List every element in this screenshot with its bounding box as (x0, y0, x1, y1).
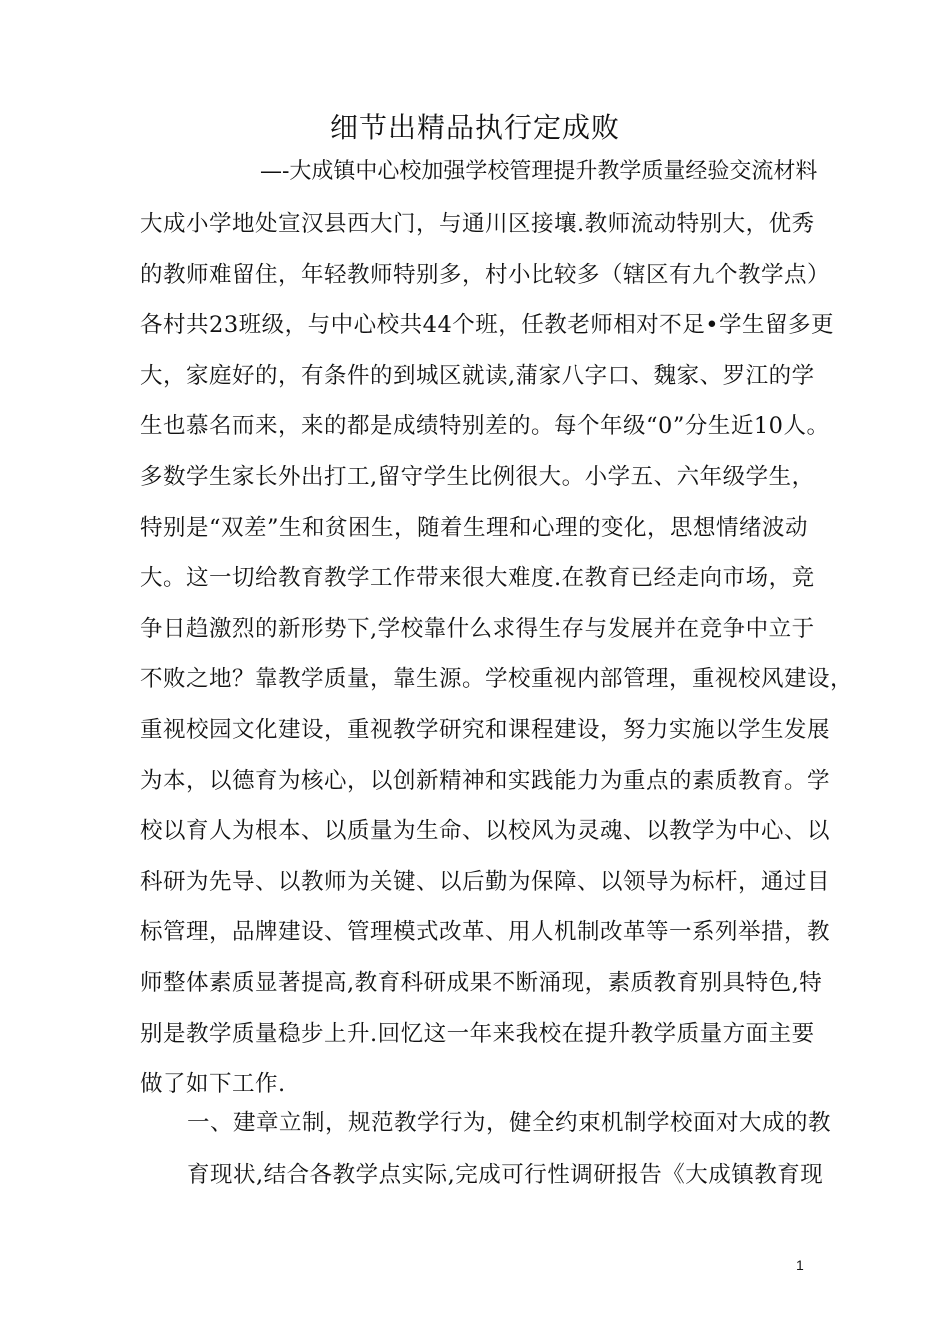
section-heading-line: 一、建章立制，规范教学行为，健全约束机制学校面对大成的教 (187, 1110, 832, 1136)
body-line: 各村共23班级，与中心校共44个班，任教老师相对不足•学生留多更 (140, 312, 835, 339)
body-line: 重视校园文化建设，重视教学研究和课程建设，努力实施以学生发展 (140, 716, 831, 743)
body-line: 别是教学质量稳步上升.回忆这一年来我校在提升教学质量方面主要 (140, 1020, 815, 1047)
body-line: 大成小学地处宣汉县西大门，与通川区接壤.教师流动特别大，优秀 (140, 211, 815, 237)
body-paragraph (140, 199, 860, 1110)
body-line: 争日趋激烈的新形势下,学校靠什么求得生存与发展并在竞争中立于 (140, 615, 815, 642)
body-line: 标管理，品牌建设、管理模式改革、用人机制改革等一系列举措，教 (140, 919, 831, 946)
body-line: 师整体素质显著提高,教育科研成果不断涌现，素质教育别具特色,特 (140, 969, 823, 996)
body-line: 科研为先导、以教师为关键、以后勤为保障、以领导为标杆，通过目 (140, 868, 831, 895)
section-one-paragraph (140, 1097, 860, 1201)
document-title: 细节出精品执行定成败 (329, 111, 620, 144)
body-line: 大，家庭好的，有条件的到城区就读,蒲家八字口、魏家、罗江的学 (140, 362, 815, 389)
section-body-line: 育现状,结合各教学点实际,完成可行性调研报告《大成镇教育现 (187, 1162, 824, 1188)
document-subtitle: —-大成镇中心校加强学校管理提升教学质量经验交流材料 (260, 159, 818, 184)
body-line: 的教师难留住，年轻教师特别多，村小比较多（辖区有九个教学点） (140, 261, 831, 288)
body-line: 不败之地？靠教学质量，靠生源。学校重视内部管理，重视校风建设， (140, 666, 854, 693)
body-line: 为本，以德育为核心，以创新精神和实践能力为重点的素质教育。学 (140, 767, 831, 794)
body-line: 生也慕名而来，来的都是成绩特别差的。每个年级“0”分生近10人。 (140, 413, 830, 440)
body-line: 多数学生家长外出打工,留守学生比例很大。小学五、六年级学生， (140, 463, 815, 490)
body-line: 做了如下工作. (140, 1071, 286, 1098)
body-line: 大。这一切给教育教学工作带来很大难度.在教育已经走向市场，竞 (140, 565, 815, 592)
page-number: 1 (796, 1257, 804, 1273)
body-line: 特别是“双差”生和贫困生，随着生理和心理的变化，思想情绪波动 (140, 514, 809, 541)
body-line: 校以育人为根本、以质量为生命、以校风为灵魂、以教学为中心、以 (140, 818, 831, 845)
